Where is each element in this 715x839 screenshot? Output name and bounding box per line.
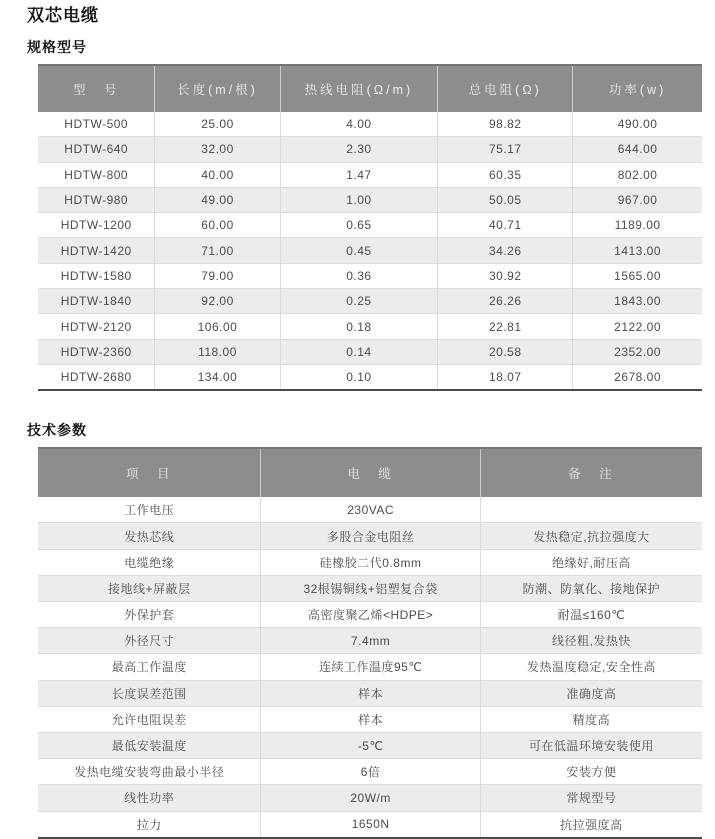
table-row — [38, 706, 702, 732]
table-cell: 71.00 — [155, 238, 280, 263]
table-cell: 电缆绝缘 — [38, 549, 261, 575]
table-cell: 长度误差范围 — [38, 680, 261, 706]
table-cell: 490.00 — [573, 112, 702, 137]
table-row — [38, 523, 702, 549]
table-cell: 0.65 — [280, 213, 438, 238]
table-row — [38, 811, 702, 838]
table-cell: 98.82 — [438, 112, 573, 137]
table-row — [38, 759, 702, 785]
table-cell: 34.26 — [438, 238, 573, 263]
table-row — [38, 364, 702, 390]
table-cell: 1650N — [261, 811, 480, 838]
table-row — [38, 785, 702, 811]
table-cell: 0.14 — [280, 339, 438, 364]
table-cell: 40.00 — [155, 162, 280, 187]
table-cell: 最高工作温度 — [38, 654, 261, 680]
table-cell: 967.00 — [573, 187, 702, 212]
table-cell: 外保护套 — [38, 602, 261, 628]
table-cell: 绝缘好,耐压高 — [480, 549, 702, 575]
table-cell: 线性功率 — [38, 785, 261, 811]
table-cell: 6倍 — [261, 759, 480, 785]
column-header: 功率(w) — [573, 65, 702, 112]
table-cell: HDTW-1200 — [38, 213, 155, 238]
table-cell: 49.00 — [155, 187, 280, 212]
table-cell: 0.36 — [280, 263, 438, 288]
table-cell: 0.10 — [280, 364, 438, 390]
table-cell: 50.05 — [438, 187, 573, 212]
column-header: 电 缆 — [261, 448, 480, 497]
table-cell: 92.00 — [155, 289, 280, 314]
table-cell: 精度高 — [480, 706, 702, 732]
table-cell: 最低安装温度 — [38, 732, 261, 758]
table-cell: 32根锡铜线+铝塑复合袋 — [261, 575, 480, 601]
table-row — [38, 263, 702, 288]
page-title: 双芯电缆 — [27, 6, 99, 25]
table-cell: 样本 — [261, 706, 480, 732]
table-cell: HDTW-2120 — [38, 314, 155, 339]
table-cell: 60.00 — [155, 213, 280, 238]
table-cell: 118.00 — [155, 339, 280, 364]
table-cell: 线径粗,发热快 — [480, 628, 702, 654]
table-cell: 106.00 — [155, 314, 280, 339]
table-cell: 60.35 — [438, 162, 573, 187]
table-cell: HDTW-2680 — [38, 364, 155, 390]
table-row — [38, 339, 702, 364]
column-header: 备 注 — [480, 448, 702, 497]
table-cell: 安装方便 — [480, 759, 702, 785]
table-cell: 1189.00 — [573, 213, 702, 238]
table-cell: 2.30 — [280, 137, 438, 162]
table-cell: 抗拉强度高 — [480, 811, 702, 838]
table-row — [38, 680, 702, 706]
table-row — [38, 654, 702, 680]
section-title-tech-params: 技术参数 — [27, 422, 87, 439]
tech-params-table — [38, 447, 702, 838]
column-header: 项 目 — [38, 448, 261, 497]
table-cell: 32.00 — [155, 137, 280, 162]
table-cell: 外径尺寸 — [38, 628, 261, 654]
table-cell: 802.00 — [573, 162, 702, 187]
column-header: 型 号 — [38, 65, 155, 112]
table-cell: 79.00 — [155, 263, 280, 288]
table-cell: HDTW-1840 — [38, 289, 155, 314]
table-cell: 连续工作温度95℃ — [261, 654, 480, 680]
section-title-spec-models: 规格型号 — [27, 39, 87, 55]
table-row — [38, 187, 702, 212]
table-cell: 耐温≤160℃ — [480, 602, 702, 628]
table-cell: 工作电压 — [124, 503, 175, 518]
table-row — [38, 497, 702, 523]
table-row — [38, 628, 702, 654]
header-row — [38, 448, 702, 497]
column-header: 总电阻(Ω) — [438, 65, 573, 112]
table-cell: 发热温度稳定,安全性高 — [480, 654, 702, 680]
spec-model-table — [38, 64, 702, 391]
table-cell: -5℃ — [261, 732, 480, 758]
table-cell: 644.00 — [573, 137, 702, 162]
table-cell: 1.00 — [280, 187, 438, 212]
table-cell: 0.45 — [280, 238, 438, 263]
table-cell: 75.17 — [438, 137, 573, 162]
table-cell: 拉力 — [38, 811, 261, 838]
table-cell: 20W/m — [261, 785, 480, 811]
table-cell: 2122.00 — [573, 314, 702, 339]
table-cell: 发热电缆安装弯曲最小半径 — [38, 759, 261, 785]
table-cell: 2352.00 — [573, 339, 702, 364]
table-cell: HDTW-1420 — [38, 238, 155, 263]
table-cell: HDTW-640 — [38, 137, 155, 162]
table-row — [38, 238, 702, 263]
table-cell: 22.81 — [438, 314, 573, 339]
table-row — [38, 732, 702, 758]
table-row — [38, 162, 702, 187]
table-cell: 230VAC — [261, 497, 480, 523]
column-header: 长度(m/根) — [155, 65, 280, 112]
table-row — [38, 137, 702, 162]
table-row — [38, 314, 702, 339]
table-cell: 硅橡胶二代0.8mm — [261, 549, 480, 575]
table-cell: 20.58 — [438, 339, 573, 364]
table-cell: 可在低温环境安装使用 — [480, 732, 702, 758]
table-cell: 2678.00 — [573, 364, 702, 390]
table-cell: 防潮、防氧化、接地保护 — [480, 575, 702, 601]
table-cell — [480, 497, 702, 523]
table-cell: HDTW-1580 — [38, 263, 155, 288]
table-cell: 30.92 — [438, 263, 573, 288]
table-cell: 25.00 — [155, 112, 280, 137]
table-cell: 1413.00 — [573, 238, 702, 263]
table-cell: 高密度聚乙烯<HDPE> — [261, 602, 480, 628]
table-row — [38, 112, 702, 137]
table-cell: HDTW-500 — [64, 117, 129, 132]
table-cell: HDTW-800 — [38, 162, 155, 187]
product-spec-page — [0, 6, 715, 832]
table-cell: 40.71 — [438, 213, 573, 238]
table-row — [38, 575, 702, 601]
table-cell: 发热稳定,抗拉强度大 — [480, 523, 702, 549]
table-row — [38, 213, 702, 238]
header-row — [38, 65, 702, 112]
table-cell: 接地线+屏蔽层 — [38, 575, 261, 601]
table-cell: 18.07 — [438, 364, 573, 390]
table-cell: 0.18 — [280, 314, 438, 339]
table-cell: 26.26 — [438, 289, 573, 314]
column-header: 热线电阻(Ω/m) — [280, 65, 438, 112]
table-cell: 常规型号 — [480, 785, 702, 811]
table-cell: 1.47 — [280, 162, 438, 187]
table-row — [38, 602, 702, 628]
table-cell: 7.4mm — [261, 628, 480, 654]
table-cell: HDTW-980 — [38, 187, 155, 212]
table-cell: 0.25 — [280, 289, 438, 314]
table-cell: 4.00 — [280, 112, 438, 137]
table-row — [38, 549, 702, 575]
table-cell: 1843.00 — [573, 289, 702, 314]
table-cell: HDTW-2360 — [38, 339, 155, 364]
table-cell: 准确度高 — [480, 680, 702, 706]
table-cell: 允许电阻误差 — [38, 706, 261, 732]
table-row — [38, 289, 702, 314]
table-cell: 1565.00 — [573, 263, 702, 288]
table-cell: 多股合金电阻丝 — [261, 523, 480, 549]
table-cell: 134.00 — [155, 364, 280, 390]
table-cell: 样本 — [261, 680, 480, 706]
table-cell: 发热芯线 — [38, 523, 261, 549]
